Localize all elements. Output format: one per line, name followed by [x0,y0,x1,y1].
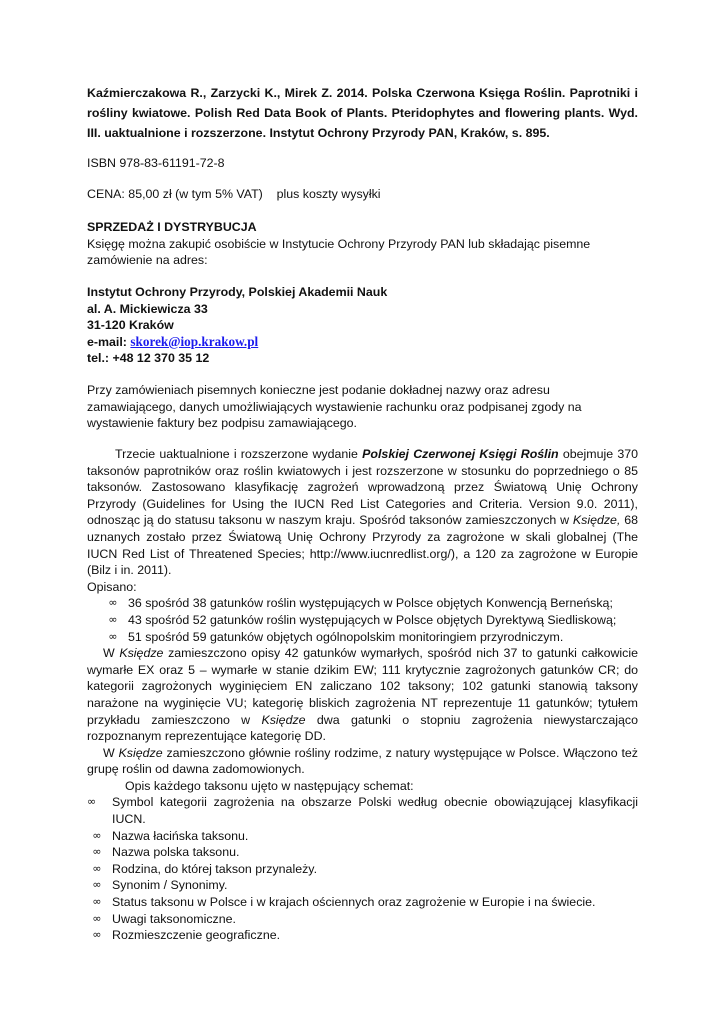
desc-paragraph-3 [87,745,638,778]
list-item [87,629,638,646]
desc-p2-a: W [103,646,120,661]
price: CENA: 85,00 zł (w tym 5% VAT) plus koszty wysyłki [87,187,381,201]
citation: Kaźmierczakowa R., Zarzycki K., Mirek Z. 2014. Polska Czerwona Księga Roślin. Paprotniki i rośliny kwiatowe. Polish Red Data Book of Plants. Pteridophytes and flowering plants. Wyd. III. uaktualnione i rozszerzone. Instytut Ochrony Przyrody PAN, Kraków, s. 895. [87,86,638,140]
list-item [87,927,638,944]
infinity-bullet-icon: ∞ [92,928,102,942]
sales-section [87,219,638,269]
list-item-text: Rodzina, do której takson przynależy. [112,861,318,876]
infinity-bullet-icon: ∞ [108,612,118,626]
list-item [87,911,638,928]
infinity-bullet-icon: ∞ [108,629,118,643]
email-label: e-mail: [87,334,131,349]
list-item-text: Nazwa łacińska taksonu. [112,828,249,843]
sales-text: Księgę można zakupić osobiście w Instytucie Ochrony Przyrody PAN lub składając pisemne zamówienie na adres: [87,236,591,268]
list-item-text: Status taksonu w Polsce i w krajach ościennych oraz zagrożenie w Europie i na świecie. [112,895,596,910]
ksiedze-ref: Księdze [118,745,163,760]
address-email-line [87,334,638,351]
ksiedze-ref: Księdze, [572,513,621,528]
infinity-bullet-icon: ∞ [92,911,102,925]
list-item [87,612,638,629]
desc-paragraph-4: Opis każdego taksonu ujęto w następujący schemat: [125,778,414,793]
ksiedze-ref: Księdze [261,712,306,727]
address-phone: tel.: +48 12 370 35 12 [87,351,210,366]
coverage-list [87,595,638,645]
book-title: Polskiej Czerwonej Księgi Roślin [362,447,559,461]
infinity-bullet-icon: ∞ [92,878,102,892]
list-item-text: Synonim / Synonimy. [112,878,228,893]
infinity-bullet-icon: ∞ [92,828,102,842]
infinity-bullet-icon: ∞ [92,845,102,859]
desc-p1-b: obejmuje 370 taksonów paprotników oraz roślin kwiatowych i jest rozszerzone w stosunku do poprzedniego o 85 taksonów. Zastosowano klasyfikację zagrożeń wprowadzoną przez Światową Unię Ochrony Przyrody (Guidelines for Using the IUCN Red List Categories and Criteria. Version 9.0. 2011), odnosząc ją do statusu taksonu w naszym kraju. Spośród taksonów zamieszczonych w [87,447,638,528]
email-link[interactable]: skorek@iop.krakow.pl [130,333,259,349]
address-street: al. A. Mickiewicza 33 [87,301,208,316]
list-item [87,861,638,878]
desc-p2-c: dwa gatunki o stopniu zagrożenia niewystarczająco rozpoznanym reprezentujące kategorię DD. [87,712,639,744]
desc-p3-b: zamieszczono głównie rośliny rodzime, z natury występujące w Polsce. Włączono też grupę roślin od dawna zadomowionych. [87,745,638,777]
list-item [87,894,638,911]
order-note: Przy zamówieniach pisemnych konieczne jest podanie dokładnej nazwy oraz adresu zamawiającego, danych umożliwiających wystawienie rachunku oraz podpisanej zgody na wystawienie faktury bez podpisu zamawiającego. [87,383,582,431]
list-item-text: 43 spośród 52 gatunków roślin występujących w Polsce objętych Dyrektywą Siedliskową; [128,612,617,627]
desc-p3-a: W [103,745,119,760]
desc-p1-c: 68 uznanych zostało przez Światową Unię Ochrony Przyrody za zagrożone w skali globalnej (The IUCN Red List of Threatened Species; http://www.iucnredlist.org/), a 120 za zagrożone w Europie (Bilz i in. 2011). [87,513,638,578]
desc-p2-b: zamieszczono opisy 42 gatunków wymarłych, spośród nich 37 to gatunki całkowicie wymarłe EX oraz 5 – wymarłe w stanie dzikim EW; 111 krytycznie zagrożonych gatunków CR; do kategorii zagrożonych wyginięciem EN zaliczano 102 taksony; 102 gatunki stanowią taksony narażone na wyginięcie VU; kategorię bliskich zagrożenia NT reprezentuje 11 gatunków; tytułem przykładu zamieszczono w [87,646,639,727]
infinity-bullet-icon: ∞ [92,895,102,909]
list-item [87,877,638,894]
desc-paragraph-2 [87,645,638,745]
address-city: 31-120 Kraków [87,318,174,333]
desc-paragraph-1 [87,446,638,579]
list-item [87,595,638,612]
list-item-text: 36 spośród 38 gatunków roślin występujących w Polsce objętych Konwencją Berneńską; [128,596,613,611]
infinity-bullet-icon: ∞ [108,596,118,610]
list-item [87,844,638,861]
isbn: ISBN 978-83-61191-72-8 [87,156,225,170]
list-item-text: 51 spośród 59 gatunków objętych ogólnopolskim monitoringiem przyrodniczym. [128,629,564,644]
opisano-label: Opisano: [87,579,137,594]
infinity-bullet-icon: ∞ [87,795,97,809]
schema-list [87,794,638,943]
infinity-bullet-icon: ∞ [92,861,102,875]
list-item-text: Rozmieszczenie geograficzne. [112,928,281,943]
sales-heading: SPRZEDAŻ I DYSTRYBUCJA [87,220,257,234]
desc-p1-a: Trzecie uaktualnione i rozszerzone wydanie [115,447,363,461]
list-item-text: Uwagi taksonomiczne. [112,911,236,926]
description [87,446,638,944]
ksiedze-ref: Księdze [119,646,164,661]
address-name: Instytut Ochrony Przyrody, Polskiej Akademii Nauk [87,285,388,299]
list-item-text: Symbol kategorii zagrożenia na obszarze Polski według obecnie obowiązującej klasyfikacji IUCN. [112,795,638,827]
list-item [87,794,638,827]
list-item-text: Nazwa polska taksonu. [112,845,240,860]
list-item [87,828,638,845]
address-block [87,284,638,367]
